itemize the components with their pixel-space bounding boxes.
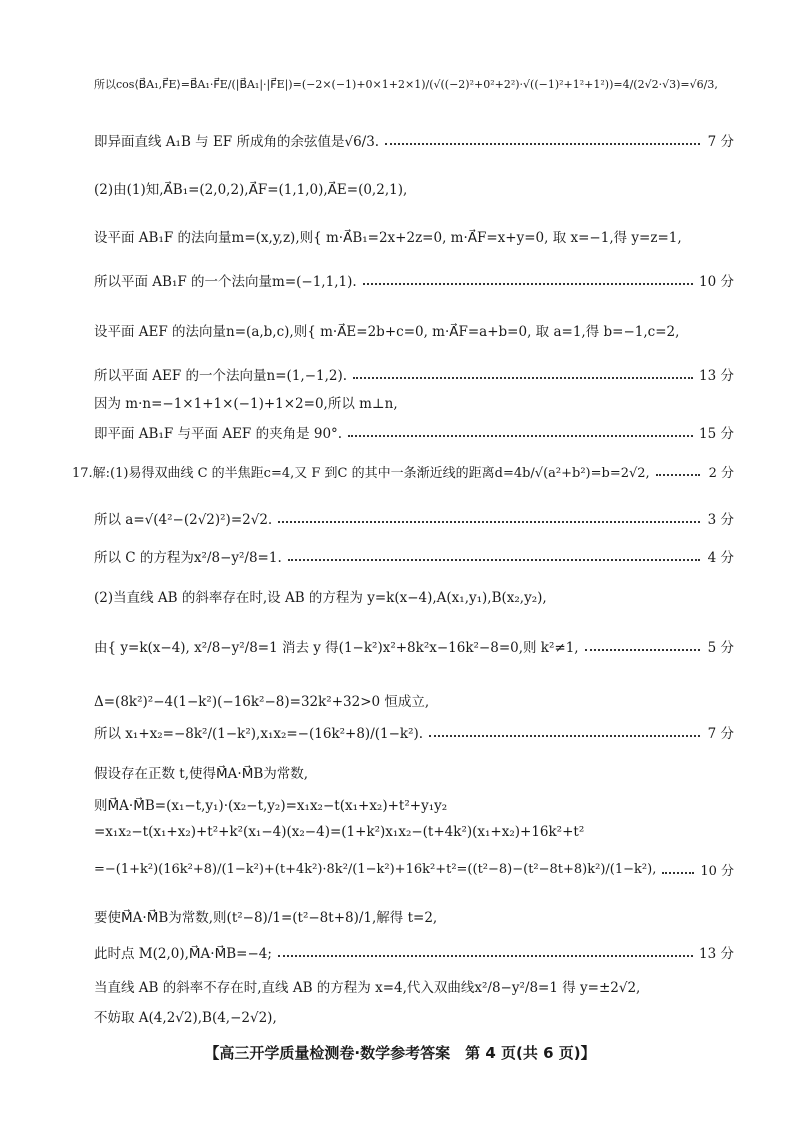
line-23: 当直线 AB 的斜率不存在时,直线 AB 的方程为 x=4,代入双曲线x²/8−y²/8=1 得 y=±2√2, — [94, 980, 641, 996]
page-footer: 【高三开学质量检测卷·数学参考答案 第 4 页(共 6 页)】 — [204, 1044, 596, 1062]
line-8: 因为 m·n=−1×1+1×(−1)+1×2=0,所以 m⊥n, — [94, 396, 398, 412]
line-2: 即异面直线 A₁B 与 EF 所成角的余弦值是√6/3. 7 分 — [94, 130, 734, 150]
line-13: (2)当直线 AB 的斜率存在时,设 AB 的方程为 y=k(x−4),A(x₁,y₁),B(x₂,y₂), — [94, 590, 547, 606]
line-14: 由{ y=k(x−4), x²/8−y²/8=1 消去 y 得(1−k²)x²+8k²x−16k²−8=0,则 k²≠1, 5 分 — [94, 636, 734, 656]
line-4: 设平面 AB₁F 的法向量m=(x,y,z),则{ m·A⃗B₁=2x+2z=0, m·A⃗F=x+y=0, 取 x=−1,得 y=z=1, — [94, 230, 682, 246]
line-1: 所以cos⟨B⃗A₁,F⃗E⟩=B⃗A₁·F⃗E/(|B⃗A₁|·|F⃗E|)=(−2×(−1)+0×1+2×1)/(√((−2)²+0²+2²)·√((−1)²+1²+1²))=4/(2√2·√3)=√6/3, — [94, 78, 718, 91]
line-10: 17.解:(1)易得双曲线 C 的半焦距c=4,又 F 到C 的其中一条渐近线的距离d=4b/√(a²+b²)=b=2√2, 2 分 — [72, 462, 734, 481]
line-12: 所以 C 的方程为x²/8−y²/8=1. 4 分 — [94, 546, 734, 566]
line-24: 不妨取 A(4,2√2),B(4,−2√2), — [94, 1010, 277, 1026]
line-21: 要使M⃗A·M⃗B为常数,则(t²−8)/1=(t²−8t+8)/1,解得 t=2, — [94, 910, 438, 926]
line-6: 设平面 AEF 的法向量n=(a,b,c),则{ m·A⃗E=2b+c=0, m·A⃗F=a+b=0, 取 a=1,得 b=−1,c=2, — [94, 324, 680, 340]
line-22: 此时点 M(2,0),M⃗A·M⃗B=−4; 13 分 — [94, 942, 734, 962]
line-17: 假设存在正数 t,使得M⃗A·M⃗B为常数, — [94, 766, 309, 782]
line-5: 所以平面 AB₁F 的一个法向量m=(−1,1,1). 10 分 — [94, 270, 734, 290]
line-19: =x₁x₂−t(x₁+x₂)+t²+k²(x₁−4)(x₂−4)=(1+k²)x₁x₂−(t+4k²)(x₁+x₂)+16k²+t² — [94, 824, 585, 840]
line-20: =−(1+k²)(16k²+8)/(1−k²)+(t+4k²)·8k²/(1−k²)+16k²+t²=((t²−8)−(t²−8t+8)k²)/(1−k²), 10 分 — [94, 860, 734, 879]
line-16: 所以 x₁+x₂=−8k²/(1−k²),x₁x₂=−(16k²+8)/(1−k²). 7 分 — [94, 722, 734, 742]
line-15: Δ=(8k²)²−4(1−k²)(−16k²−8)=32k²+32>0 恒成立, — [94, 694, 430, 710]
line-18: 则M⃗A·M⃗B=(x₁−t,y₁)·(x₂−t,y₂)=x₁x₂−t(x₁+x₂)+t²+y₁y₂ — [94, 798, 448, 814]
line-7: 所以平面 AEF 的一个法向量n=(1,−1,2). 13 分 — [94, 364, 734, 384]
line-9: 即平面 AB₁F 与平面 AEF 的夹角是 90°. 15 分 — [94, 422, 734, 442]
line-11: 所以 a=√(4²−(2√2)²)=2√2. 3 分 — [94, 508, 734, 528]
line-3: (2)由(1)知,A⃗B₁=(2,0,2),A⃗F=(1,1,0),A⃗E=(0,2,1), — [94, 182, 408, 198]
